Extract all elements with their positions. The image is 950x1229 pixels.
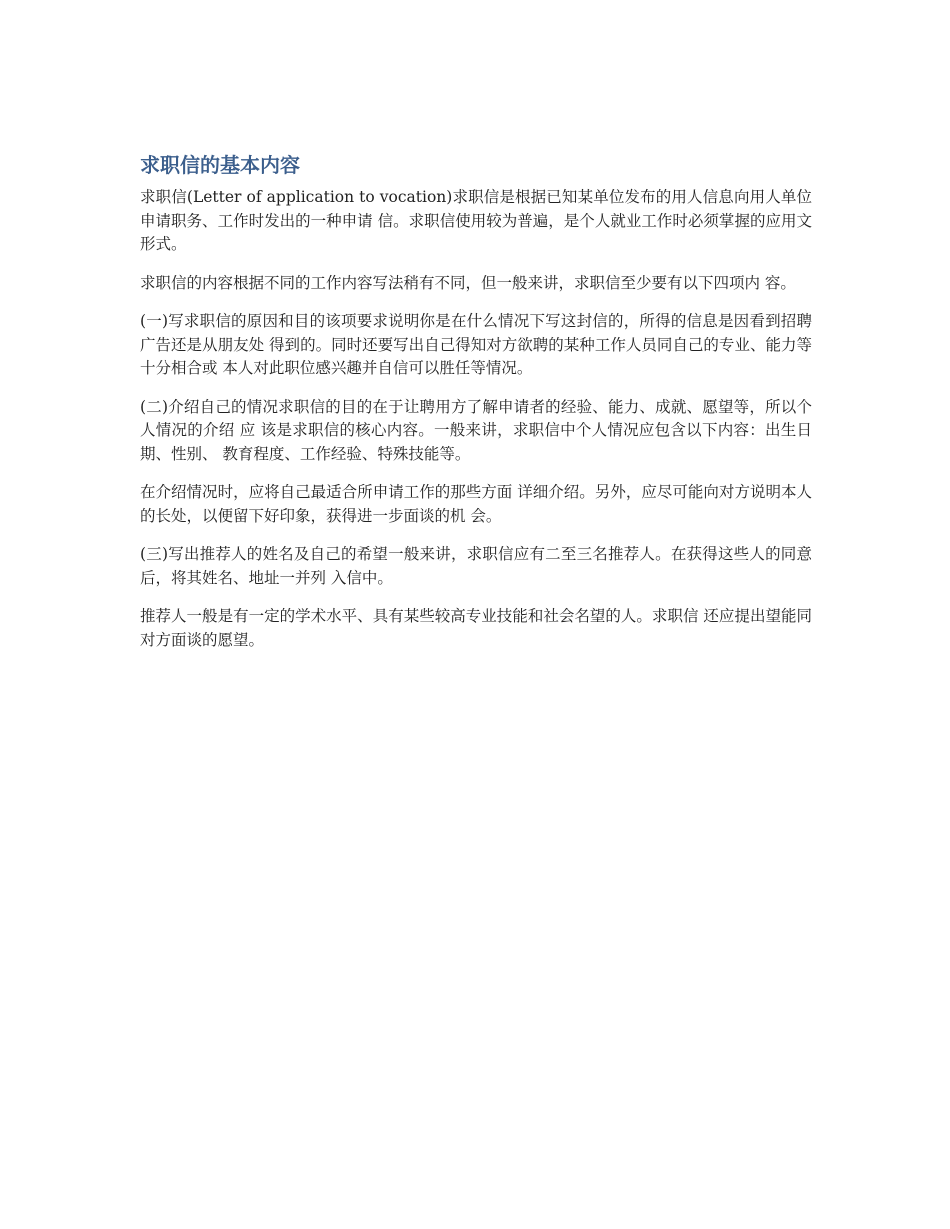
paragraph-overview: 求职信的内容根据不同的工作内容写法稍有不同，但一般来讲，求职信至少要有以下四项内 容。 xyxy=(140,273,796,292)
paragraph-reason-purpose: (一)写求职信的原因和目的该项要求说明你是在什么情况下写这封信的，所得的信息是因看到招聘广告还是从朋友处 得到的。同时还要写出自己得知对方欲聘的某种工作人员同自己的专业、能力等十分相合或 本人对此职位感兴趣并自信可以胜任等情况。 xyxy=(140,312,812,377)
paragraph-introduction-tips: 在介绍情况时，应将自己最适合所申请工作的那些方面 详细介绍。另外，应尽可能向对方说明本人的长处，以便留下好印象，获得进一步面谈的机 会。 xyxy=(140,483,812,525)
paragraph-intro: 求职信(Letter of application to vocation)求职信是根据已知某单位发布的用人信息向用人单位申请职务、工作时发出的一种申请 信。求职信使用较为普遍，是个人就业工作时必须掌握的应用文形式。 xyxy=(140,188,812,253)
paragraph-references: (三)写出推荐人的姓名及自己的希望一般来讲，求职信应有二至三名推荐人。在获得这些人的同意后，将其姓名、地址一并列 入信中。 xyxy=(140,545,812,587)
paragraph-self-introduction: (二)介绍自己的情况求职信的目的在于让聘用方了解申请者的经验、能力、成就、愿望等，所以个人情况的介绍 应 该是求职信的核心内容。一般来讲，求职信中个人情况应包含以下内容：出生日期、性别、 教育程度、工作经验、特殊技能等。 xyxy=(140,397,812,463)
document-title: 求职信的基本内容 xyxy=(140,153,300,177)
document-body xyxy=(140,150,812,667)
paragraph-references-closing: 推荐人一般是有一定的学术水平、具有某些较高专业技能和社会名望的人。求职信 还应提出望能同对方面谈的愿望。 xyxy=(140,607,812,649)
